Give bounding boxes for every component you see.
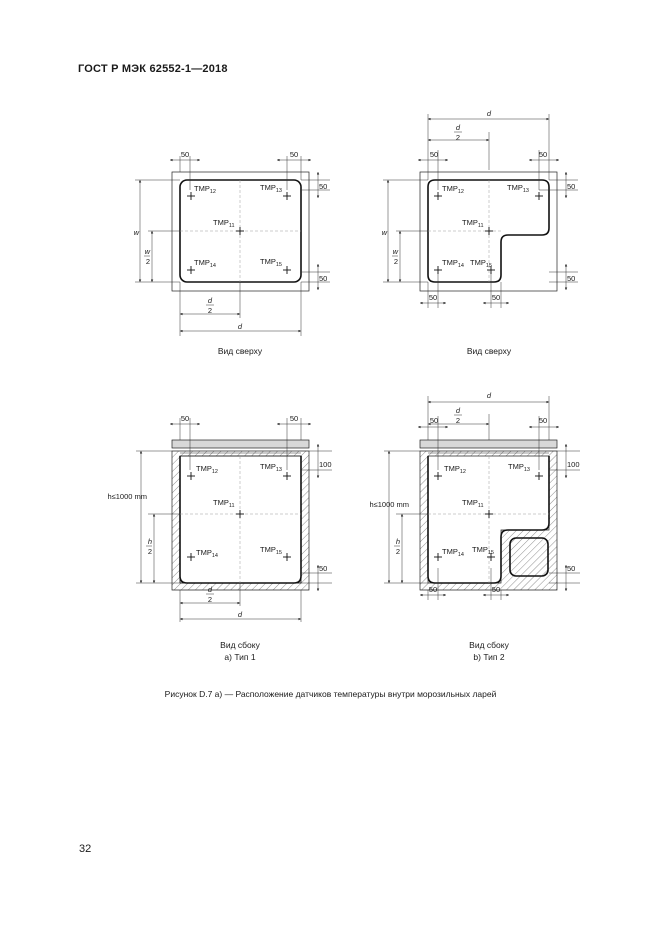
dim-half-den: 2 xyxy=(145,257,150,266)
sensor-tmp14 xyxy=(434,258,464,274)
dim-half-den: 2 xyxy=(455,133,461,142)
dim-50: 50 xyxy=(538,150,548,159)
dim-d-half-num: d xyxy=(207,585,213,594)
svg-text:TMP11: $TMP_{11}$ xyxy=(462,218,484,229)
svg-text:TMP13: $TMP_{13}$ xyxy=(260,183,282,194)
side-view-type2 xyxy=(369,391,580,662)
svg-text:TMP11: $TMP_{11}$ xyxy=(213,218,235,229)
svg-text:TMP12: $TMP_{12}$ xyxy=(442,184,464,195)
sensor-tmp13 xyxy=(508,462,543,480)
svg-text:TMP14: $TMP_{14}$ xyxy=(442,547,464,558)
dim-d-half-num: d xyxy=(455,406,461,415)
svg-text:TMP11: $TMP_{11}$ xyxy=(213,498,235,509)
svg-text:TMP14: $TMP_{14}$ xyxy=(442,258,464,269)
svg-text:TMP13: $TMP_{13}$ xyxy=(507,183,529,194)
dim-h: h≤1000 mm xyxy=(369,500,409,509)
sensor-tmp15 xyxy=(472,545,495,561)
dim-w-half-num: w xyxy=(392,247,398,256)
dim-50: 50 xyxy=(567,564,576,573)
dim-d: d xyxy=(237,322,243,331)
sensor-tmp12 xyxy=(187,464,218,480)
sensor-tmp14 xyxy=(187,258,216,274)
type-label: а) Тип 1 xyxy=(224,652,256,662)
dim-100: 100 xyxy=(319,460,332,469)
svg-text:TMP15: $TMP_{15}$ xyxy=(470,258,492,269)
dim-50: 50 xyxy=(429,416,439,425)
dim-50: 50 xyxy=(428,585,438,594)
dim-50: 50 xyxy=(319,274,328,283)
page-number: 32 xyxy=(79,843,92,855)
sensor-tmp15 xyxy=(260,545,291,561)
sensor-tmp13 xyxy=(260,462,291,480)
svg-text:TMP14: $TMP_{14}$ xyxy=(196,548,218,559)
dim-50: 50 xyxy=(180,414,190,423)
dim-50: 50 xyxy=(428,293,438,302)
dim-d-half-num: d xyxy=(455,123,461,132)
top-view-type1 xyxy=(134,150,330,356)
svg-text:TMP15: $TMP_{15}$ xyxy=(260,545,282,556)
svg-text:TMP12: $TMP_{12}$ xyxy=(444,464,466,475)
svg-text:TMP12: $TMP_{12}$ xyxy=(194,184,216,195)
dim-50: 50 xyxy=(319,182,328,191)
dim-h-half-num: h xyxy=(395,537,400,546)
sensor-tmp15 xyxy=(260,257,291,274)
type-label: b) Тип 2 xyxy=(473,652,505,662)
sensor-tmp11 xyxy=(213,498,244,518)
svg-text:TMP12: $TMP_{12}$ xyxy=(196,464,218,475)
view-label: Вид сбоку xyxy=(469,640,509,650)
svg-text:TMP14: $TMP_{14}$ xyxy=(194,258,216,269)
view-label: Вид сбоку xyxy=(220,640,260,650)
dim-100: 100 xyxy=(567,460,580,469)
dim-50: 50 xyxy=(429,150,439,159)
dim-d-half-num: d xyxy=(207,296,213,305)
dim-50: 50 xyxy=(491,293,501,302)
sensor-tmp14 xyxy=(187,548,218,561)
dim-half-den: 2 xyxy=(207,306,213,315)
sensor-tmp12 xyxy=(187,184,216,200)
dim-half-den: 2 xyxy=(147,547,152,556)
dim-half-den: 2 xyxy=(393,257,398,266)
dim-half-den: 2 xyxy=(455,416,461,425)
dim-50: 50 xyxy=(319,564,328,573)
dim-d: d xyxy=(486,391,492,400)
dim-half-den: 2 xyxy=(395,547,400,556)
sensor-tmp11 xyxy=(462,218,493,235)
dim-50: 50 xyxy=(538,416,548,425)
dim-w: w xyxy=(381,228,387,237)
dim-50: 50 xyxy=(491,585,501,594)
dim-50: 50 xyxy=(289,414,299,423)
svg-text:TMP15: $TMP_{15}$ xyxy=(472,545,494,556)
dim-50: 50 xyxy=(567,274,576,283)
svg-text:TMP11: $TMP_{11}$ xyxy=(462,498,484,509)
view-label: Вид сверху xyxy=(466,346,512,356)
dim-h: h≤1000 mm xyxy=(107,492,147,501)
dim-50: 50 xyxy=(567,182,576,191)
svg-text:TMP13: $TMP_{13}$ xyxy=(508,462,530,473)
sensor-tmp13 xyxy=(260,183,291,200)
dim-50: 50 xyxy=(180,150,190,159)
sensor-tmp13 xyxy=(507,183,543,200)
dim-h-half-num: h xyxy=(147,537,152,546)
dim-w-half-num: w xyxy=(144,247,150,256)
svg-text:TMP13: $TMP_{13}$ xyxy=(260,462,282,473)
sensor-tmp12 xyxy=(434,184,464,200)
dim-half-den: 2 xyxy=(207,595,213,604)
sensor-tmp11 xyxy=(462,498,493,518)
figure-caption: Рисунок D.7 а) — Расположение датчиков температуры внутри морозильных ларей xyxy=(164,689,497,699)
sensor-tmp15 xyxy=(470,258,495,274)
sensor-tmp12 xyxy=(434,464,466,480)
dim-d: d xyxy=(237,610,243,619)
dim-d: d xyxy=(486,109,492,118)
sensor-tmp14 xyxy=(434,547,464,561)
side-view-type1 xyxy=(107,414,332,662)
sensor-tmp11 xyxy=(213,218,244,235)
svg-text:TMP15: $TMP_{15}$ xyxy=(260,257,282,268)
document-header: ГОСТ Р МЭК 62552-1—2018 xyxy=(78,63,228,75)
view-label: Вид сверху xyxy=(217,346,263,356)
top-view-type2 xyxy=(382,109,578,356)
dim-50: 50 xyxy=(289,150,299,159)
dim-w: w xyxy=(133,228,139,237)
